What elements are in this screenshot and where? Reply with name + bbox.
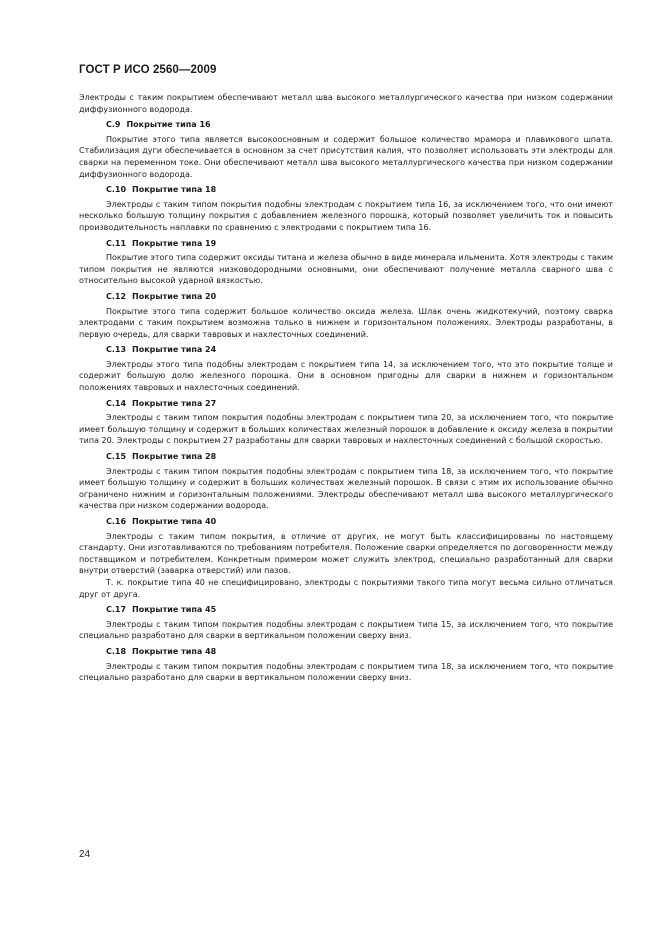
section-paragraph: Электроды с таким типом покрытия, в отличие от других, не могут быть классифицированы по настоящему стандарту. Они изготавливаются по требованиям потребителя. Положение сварки определяется по договоренности между поставщиком и потребителем. Конкретным примером может служить электрод, специально разработанный для сварки внутри отверстий (заварка отверстий) или пазов. xyxy=(79,531,613,576)
section-number: С.9 xyxy=(106,120,121,130)
section-paragraph: Электроды с таким типом покрытия подобны электродам с покрытием типа 20, за исключением того, что покрытие имеет большую толщину и содержит в больших количествах железный порошок в добавление к оксиду железа в покрытии типа 20. Электроды с покрытием 27 разработаны для сварки тавровых и нахлесточных соединений с большой скоростью. xyxy=(79,413,613,446)
section-heading xyxy=(106,451,613,463)
section-heading xyxy=(106,398,613,410)
section-number: С.16 xyxy=(106,517,127,526)
section-heading xyxy=(106,184,613,196)
section-number: С.15 xyxy=(106,452,127,462)
section-heading xyxy=(106,291,613,303)
section-title: Покрытие типа 20 xyxy=(132,291,217,301)
section-paragraph: Электроды этого типа подобны электродам с покрытием типа 14, за исключением того, что это покрытие толще и содержит большую долю железного порошка. Они в основном пригодны для сварки в нижнем и горизонтальном положениях тавровых и нахлесточных соединений. xyxy=(79,359,613,393)
document-body xyxy=(79,92,613,684)
section-paragraph: Покрытие этого типа содержит оксиды титана и железа обычно в виде минерала ильменита. Хотя электроды с таким типом покрытия не являются низководородными основными, они обеспечивают получение металла сварного шва с относительно высокой ударной вязкостью. xyxy=(79,253,613,286)
section-paragraph: Покрытие этого типа содержит большое количество оксида железа. Шлак очень жидкотекучий, поэтому сварка электродами с таким покрытием возможна только в нижнем и горизонтальном положениях. Электроды разработаны, в первую очередь, для сварки тавровых и нахлесточных соединений. xyxy=(79,306,613,339)
section-title: Покрытие типа 27 xyxy=(132,398,217,408)
section-title: Покрытие типа 24 xyxy=(132,345,217,355)
section-title: Покрытие типа 18 xyxy=(132,185,217,195)
section-number: С.11 xyxy=(106,238,127,248)
section-title: Покрытие типа 40 xyxy=(132,517,217,526)
section-number: С.18 xyxy=(106,646,127,656)
intro-paragraph: Электроды с таким покрытием обеспечивают металл шва высокого металлургического качества при низком содержании диффузионного водорода. xyxy=(79,93,613,114)
section-paragraph: Покрытие этого типа является высокоосновным и содержит большое количество мрамора и плавикового шпата. Стабилизация дуги обеспечивается в основном за счет присутствия калия, что позволяет использовать эти электроды для сварки на переменном токе. Они обеспечивают металл шва высокого металлургического качества при низком содержании диффузионного водорода. xyxy=(79,134,613,179)
section-paragraph: Электроды с таким типом покрытия подобны электродам с покрытием типа 18, за исключением того, что покрытие специально разработано для сварки в вертикальном положении сверху вниз. xyxy=(79,661,613,683)
section-number: С.14 xyxy=(106,398,127,408)
document-header: ГОСТ Р ИСО 2560—2009 xyxy=(79,64,217,76)
section-paragraph: Электроды с таким типом покрытия подобны электродам с покрытием типа 15, за исключением того, что покрытие специально разработано для сварки в вертикальном положении сверху вниз. xyxy=(79,619,613,641)
section-heading xyxy=(106,516,613,528)
section-title: Покрытие типа 28 xyxy=(132,452,217,462)
section-heading xyxy=(106,344,613,356)
section-paragraph: Т. к. покрытие типа 40 не специфицировано, электроды с покрытиями такого типа могут весьма сильно отличаться друг от друга. xyxy=(79,577,613,599)
section-paragraph: Электроды с таким типом покрытия подобны электродам с покрытием типа 18, за исключением того, что покрытие имеет большую толщину и содержит в больших количествах железный порошок. В связи с этим их использование обычно ограничено нижним и горизонтальным положениями. Электроды обеспечивают металл шва высокого металлургического качества при низком содержании водорода. xyxy=(79,466,613,511)
section-heading xyxy=(106,119,613,131)
section-number: С.10 xyxy=(106,185,127,195)
section-title: Покрытие типа 16 xyxy=(126,120,211,130)
page-number: 24 xyxy=(79,849,91,860)
section-title: Покрытие типа 48 xyxy=(132,646,217,656)
section-number: С.17 xyxy=(106,605,127,615)
section-paragraph: Электроды с таким типом покрытия подобны электродам с покрытием типа 16, за исключением того, что они имеют несколько большую толщину покрытия с добавлением железного порошка, который позволяет увеличить ток и повысить производительность наплавки по сравнению с электродами с покрытием типа 16. xyxy=(79,199,613,232)
section-number: С.12 xyxy=(106,291,127,301)
section-number: С.13 xyxy=(106,345,127,355)
section-heading xyxy=(106,646,613,658)
section-heading xyxy=(106,238,613,250)
section-heading xyxy=(106,604,613,616)
section-title: Покрытие типа 45 xyxy=(132,605,217,615)
section-title: Покрытие типа 19 xyxy=(132,238,217,248)
